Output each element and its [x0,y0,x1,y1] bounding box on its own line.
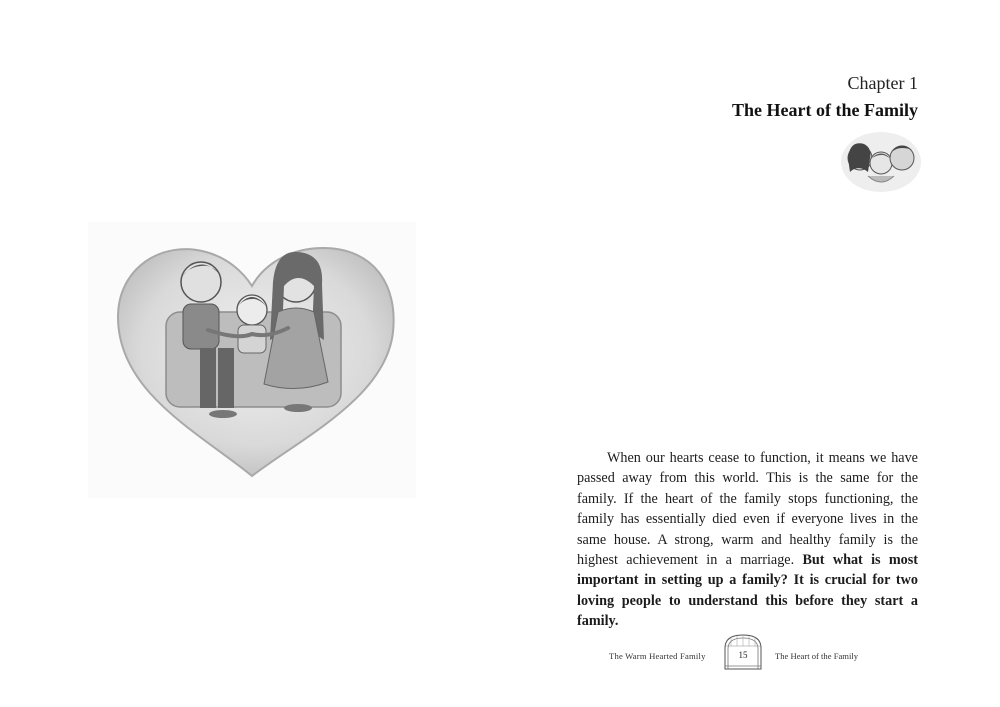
body-text-regular: When our hearts cease to function, it means we have passed away from this world. This is the same for the family. If the heart of the family stops functioning, the family has essentially died even if everyone lives in the same house. A strong, warm and healthy family is the highest achievement in a marriage. [577,450,918,569]
body-text-bold: But what is most important in setting up a family? It is crucial for two loving people to understand this before they start a family. [577,552,918,630]
footer-chapter-title: The Heart of the Family [775,651,859,661]
page-number: 15 [738,650,748,660]
family-heart-illustration [88,222,416,498]
family-faces-icon [838,128,924,194]
chapter-title: The Heart of the Family [732,100,918,120]
body-paragraph [577,448,918,632]
chapter-body [577,448,918,632]
chapter-number: Chapter 1 [847,73,918,93]
footer-book-title: The Warm Hearted Family [609,651,706,661]
